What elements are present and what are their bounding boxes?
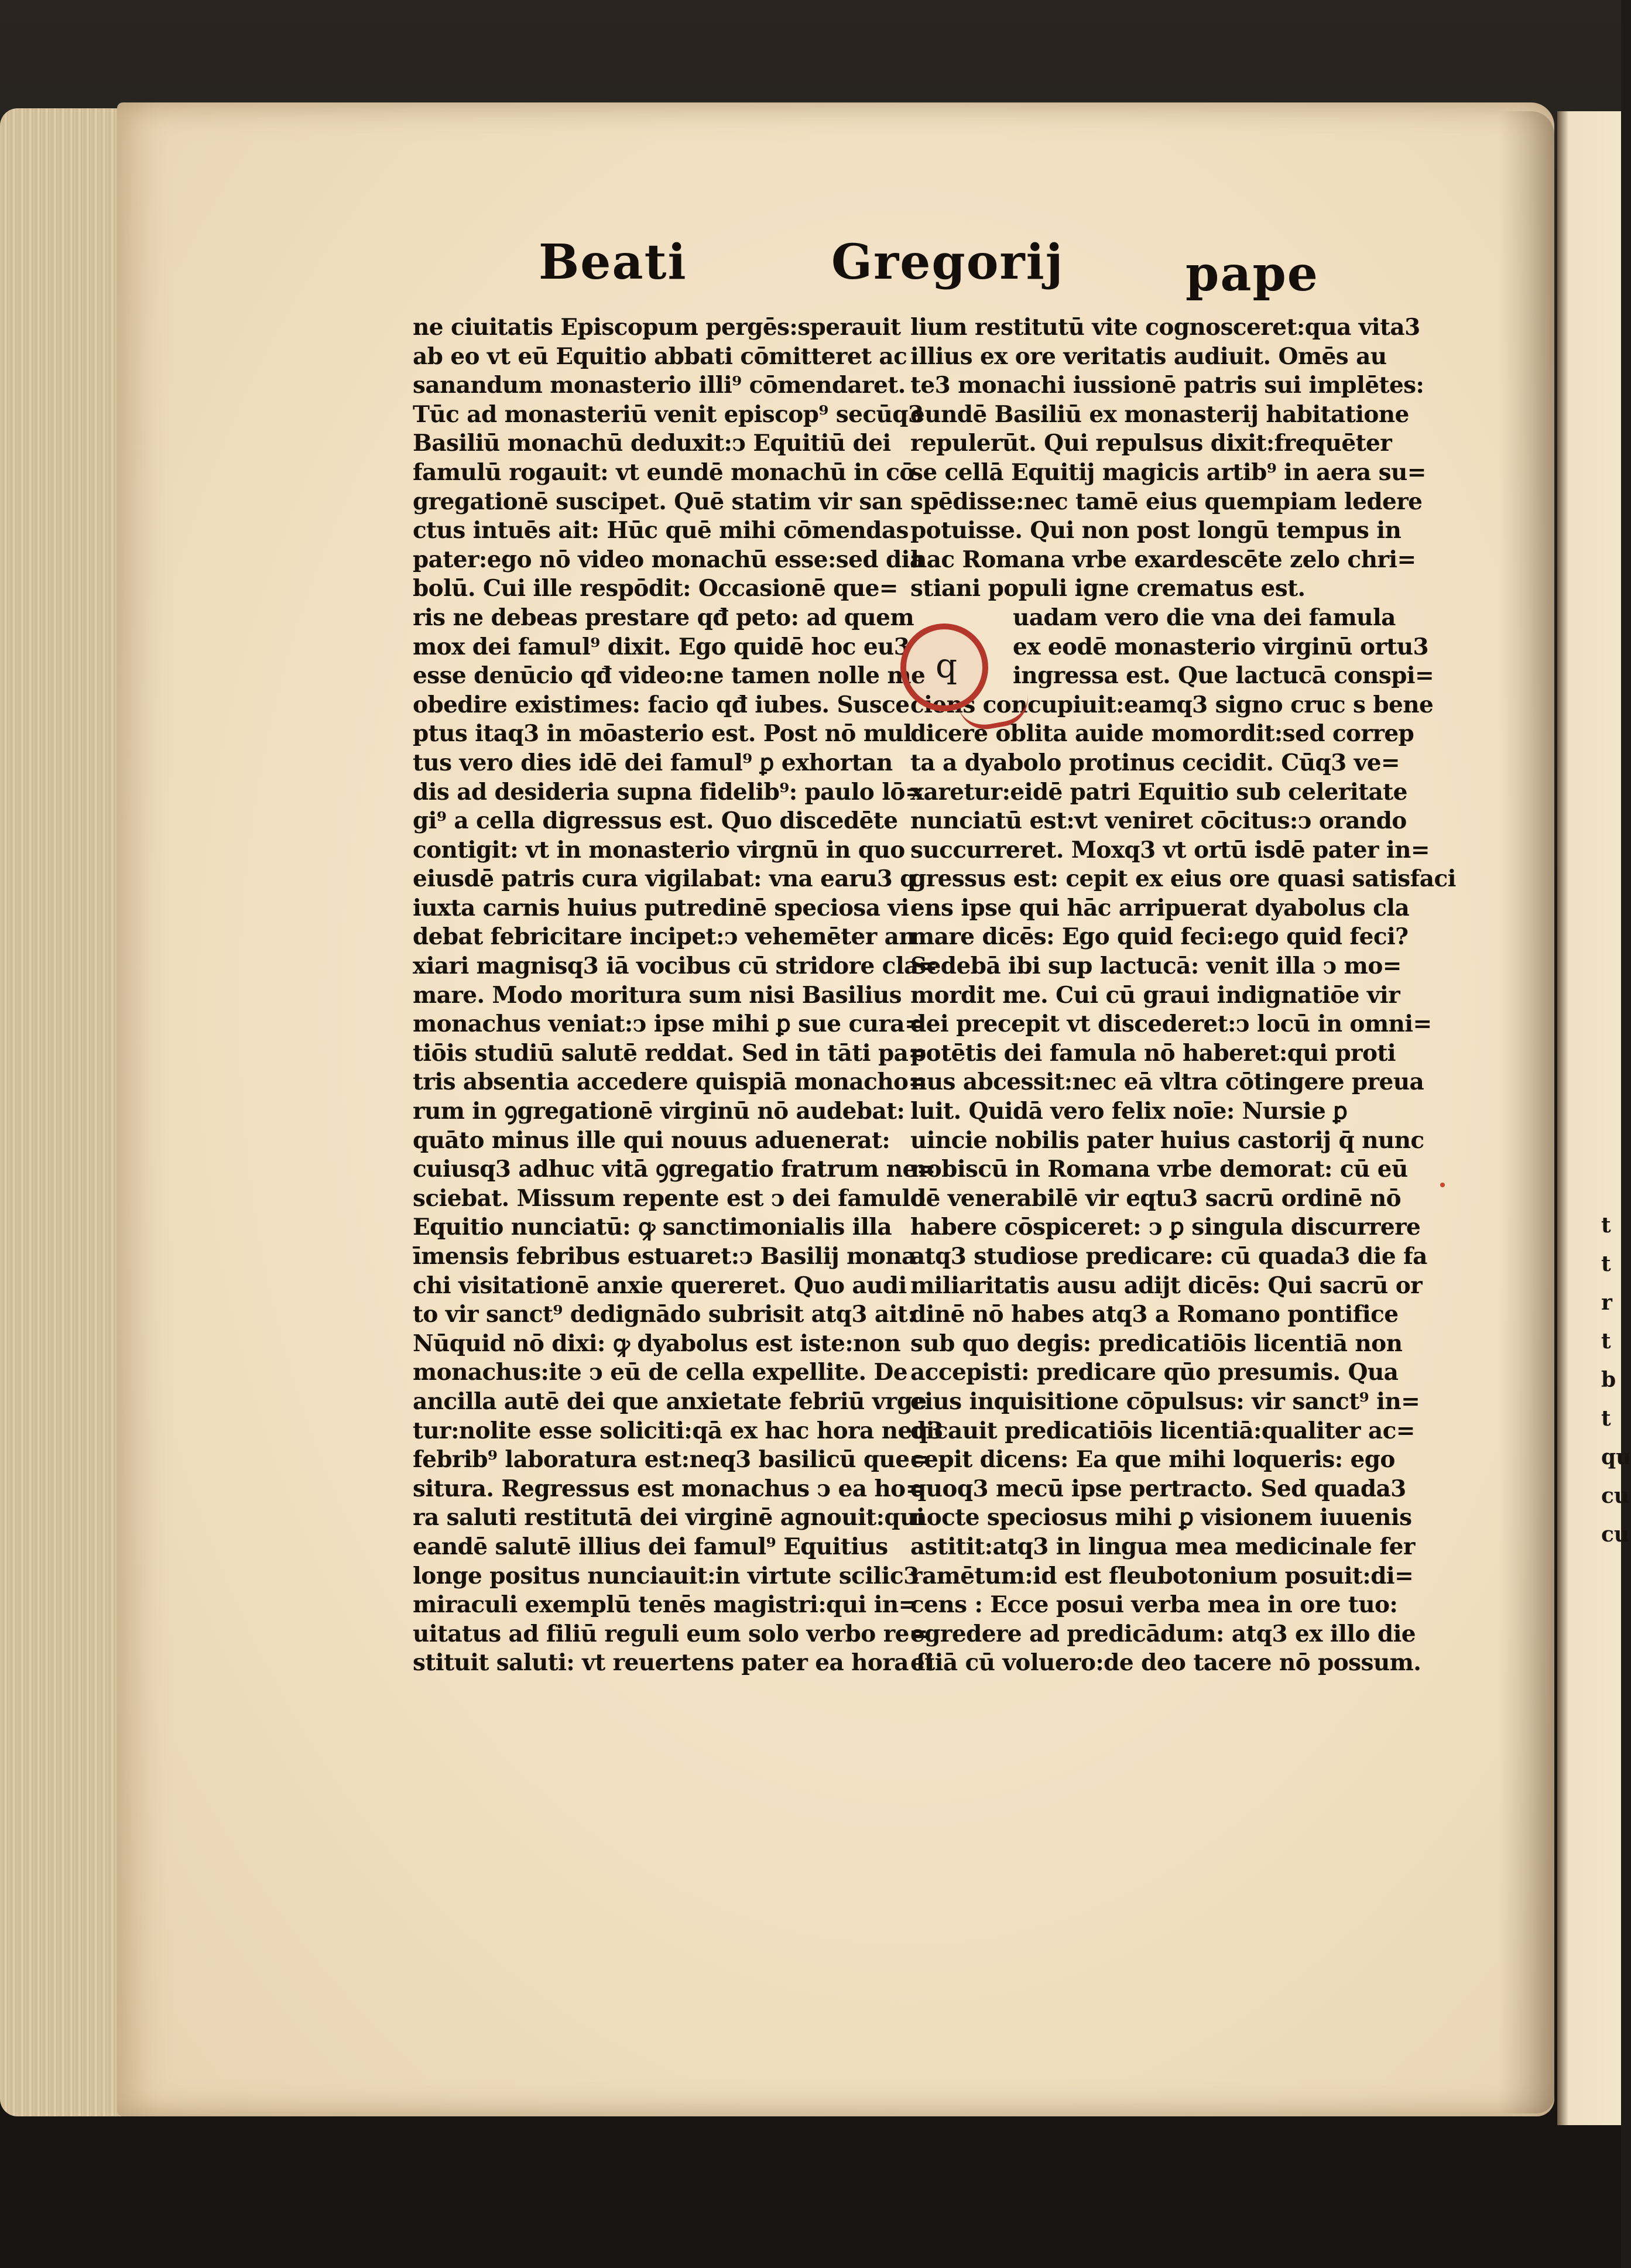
text-line: spēdisse:nec tamē eius quempiam ledere (910, 488, 1423, 515)
text-line: ingressa est. Que lactucā conspi= (1013, 662, 1434, 690)
text-line: tiōis studiū salutē reddat. Sed in tāti pa= (413, 1039, 927, 1067)
text-line: se cellā Equitij magicis artib⁹ in aera su= (910, 458, 1426, 486)
text-line: sub quo degis: predicatiōis licentiā non (910, 1330, 1403, 1357)
text-line: Equitio nunciatū: ꝙ sanctimonialis illa (413, 1214, 892, 1241)
text-line: obedire existimes: facio qđ iubes. Susce (413, 691, 910, 718)
text-line: accepisti: predicare qūo presumis. Qua (910, 1359, 1399, 1386)
text-line: ris ne debeas prestare qđ peto: ad quem (413, 604, 914, 631)
text-line: sanandum monasterio illi⁹ cōmendaret. (413, 372, 906, 399)
text-line: ancilla autē dei que anxietate febriū vrge (413, 1387, 927, 1415)
text-line: iuxta carnis huius putredinē speciosa vi (413, 894, 909, 921)
text-line: potuisse. Qui non post longū tempus in (910, 517, 1402, 544)
rubricated-initial-q (900, 623, 988, 711)
text-line: succurreret. Moxq3 vt ortū isdē pater in= (910, 836, 1430, 864)
text-line: lium restitutū vite cognosceret:qua vita3 (910, 314, 1420, 341)
facing-page-fragment: cu (1601, 1484, 1630, 1508)
text-line: stiani populi igne crematus est. (910, 575, 1306, 602)
text-line: dinē nō habes atq3 a Romano pontifice (910, 1301, 1399, 1328)
text-line: cens : Ecce posui verba mea in ore tuo: (910, 1591, 1398, 1619)
text-line: debat febricitare incipet:ↄ vehemēter an (413, 923, 916, 951)
text-line: ramētum:id est fleubotonium posuit:di= (910, 1562, 1414, 1589)
text-line: nunciatū est:vt veniret cōcitus:ↄ orando (910, 807, 1407, 835)
text-line: Basiliū monachū deduxit:ↄ Equitiū dei (413, 430, 891, 457)
text-line: etiā cū voluero:de deo tacere nō possum. (910, 1649, 1421, 1677)
text-line: ra saluti restitutā dei virginē agnouit:qui (413, 1504, 925, 1532)
text-line: atq3 studiose predicare: cū quada3 die fa (910, 1243, 1427, 1270)
text-line: stituit saluti: vt reuertens pater ea hora ſi (413, 1649, 934, 1677)
running-head-left: Beati (539, 234, 687, 290)
gutter-shadow (1499, 111, 1554, 2113)
text-line: ciens concupiuit:eamq3 signo cruc s bene (910, 691, 1434, 718)
text-line: gregationē suscipet. Quē statim vir san (413, 488, 903, 515)
facing-page-text-fragments (1601, 1206, 1631, 1554)
text-line: uadam vero die vna dei famula (1013, 604, 1396, 631)
facing-page-fragment: t (1601, 1406, 1611, 1431)
text-line: ab eo vt eū Equitio abbati cōmitteret ac (413, 342, 907, 370)
text-line: Sedebā ibi sup lactucā: venit illa ↄ mo= (910, 953, 1402, 980)
text-line: chi visitationē anxie quereret. Quo audi (413, 1272, 907, 1299)
red-ink-mark (1440, 1183, 1445, 1187)
text-line: gressus est: cepit ex eius ore quasi satisfaci (910, 865, 1456, 893)
facing-page-edge (1557, 111, 1631, 2125)
text-line: Tūc ad monasteriū venit episcop⁹ secūq3 (413, 400, 924, 428)
text-line: monachus:ite ↄ eū de cella expellite. De (413, 1359, 907, 1386)
text-line: tus vero dies idē dei famul⁹ ꝑ exhortan (413, 749, 893, 776)
text-line: longe positus nunciauit:in virtute scilic3 (413, 1562, 919, 1589)
text-line: uincie nobilis pater huius castorij q̄ nunc (910, 1126, 1424, 1154)
text-line: egredere ad predicādum: atq3 ex illo die (910, 1620, 1416, 1647)
text-line: hac Romana vrbe exardescēte zelo chri= (910, 546, 1416, 573)
text-line: ta a dyabolo protinus cecidit. Cūq3 ve= (910, 749, 1400, 776)
text-line: luit. Quidā vero felix noīe: Nursie ꝑ (910, 1098, 1348, 1125)
text-line: mare dicēs: Ego quid feci:ego quid feci? (910, 923, 1409, 951)
text-line: potētis dei famula nō haberet:qui proti (910, 1039, 1396, 1067)
text-line: dis ad desideria supna fidelib⁹: paulo lō= (413, 778, 924, 806)
text-line: contigit: vt in monasterio virgnū in quo (413, 836, 905, 864)
text-line: dicere oblita auide momordit:sed correp (910, 720, 1414, 748)
facing-page-fragment: b (1601, 1368, 1616, 1392)
facing-page-fragment: t (1601, 1329, 1611, 1354)
text-line: nobiscū in Romana vrbe demorat: cū eū (910, 1156, 1408, 1183)
facing-page-fragment: t (1601, 1213, 1611, 1238)
text-line: situra. Regressus est monachus ↄ ea ho= (413, 1475, 924, 1502)
text-line: xaretur:eidē patri Equitio sub celeritate (910, 778, 1407, 806)
text-line: sciebat. Missum repente est ↄ dei famulo (413, 1184, 925, 1212)
text-line: esse denūcio qđ video:ne tamen nolle me (413, 662, 926, 690)
text-line: rum in ꝯgregationē virginū nō audebat: (413, 1098, 905, 1125)
facing-page-fragment: cu (1601, 1522, 1630, 1547)
text-line: ctus intuēs ait: Hūc quē mihi cōmendas (413, 517, 909, 544)
text-line: Nūquid nō dixi: ꝙ dyabolus est iste:non (413, 1330, 901, 1357)
text-line: monachus veniat:ↄ ipse mihi ꝑ sue cura= (413, 1010, 924, 1038)
text-line: astitit:atq3 in lingua mea medicinale fer (910, 1533, 1415, 1560)
running-head (539, 234, 1319, 310)
text-line: dicauit predicatiōis licentiā:qualiter ac= (910, 1417, 1415, 1444)
text-line: cuiusq3 adhuc vitā ꝯgregatio fratrum ne= (413, 1156, 936, 1183)
text-line: habere cōspiceret: ↄ ꝑ singula discurrere (910, 1214, 1421, 1241)
text-line: miliaritatis ausu adijt dicēs: Qui sacrū or (910, 1272, 1423, 1299)
text-line: ens ipse qui hāc arripuerat dyabolus cla (910, 894, 1410, 921)
text-line: febrib⁹ laboratura est:neq3 basilicū que= (413, 1446, 928, 1474)
text-line: mordit me. Cui cū graui indignatiōe vir (910, 981, 1400, 1009)
text-line: repulerūt. Qui repulsus dixit:frequēter (910, 430, 1392, 457)
text-line: mox dei famul⁹ dixit. Ego quidē hoc eu3 (413, 633, 910, 660)
text-line: tris absentia accedere quispiā monacho= (413, 1068, 927, 1096)
text-line: gi⁹ a cella digressus est. Quo discedēte (413, 807, 898, 835)
text-line: cepit dicens: Ea que mihi loqueris: ego (910, 1446, 1395, 1474)
text-line: ne ciuitatis Episcopum pergēs:sperauit (413, 314, 901, 341)
facing-page-fragment: qu (1601, 1445, 1631, 1469)
text-line: xiari magnisq3 iā vocibus cū stridore cla= (413, 953, 937, 980)
text-line: eius inquisitione cōpulsus: vir sanct⁹ in= (910, 1387, 1420, 1415)
text-line: miraculi exemplū tenēs magistri:qui in= (413, 1591, 917, 1619)
text-line: quoq3 mecū ipse pertracto. Sed quada3 (910, 1475, 1406, 1502)
text-line: pater:ego nō video monachū esse:sed dia (413, 546, 924, 573)
text-line: quāto minus ille qui nouus aduenerat: (413, 1126, 890, 1154)
text-line: nus abcessit:nec eā vltra cōtingere preua (910, 1068, 1424, 1096)
text-line: mare. Modo moritura sum nisi Basilius (413, 981, 902, 1009)
text-line: eandē salutē illius dei famul⁹ Equitius (413, 1533, 888, 1560)
running-head-center: Gregorij (831, 234, 1064, 290)
text-line: dei precepit vt discederet:ↄ locū in omni= (910, 1010, 1432, 1038)
text-line: ptus itaq3 in mōasterio est. Post nō mul (413, 720, 912, 748)
guide-letter: q (936, 646, 958, 686)
running-head-right: pape (1185, 246, 1319, 302)
text-line: īmensis febribus estuaret:ↄ Basilij mona (413, 1243, 916, 1270)
text-line: ex eodē monasterio virginū ortu3 (1013, 633, 1429, 660)
text-line: eiusdē patris cura vigilabat: vna earu3 q (413, 865, 916, 893)
text-line: dē venerabilē vir eqtu3 sacrū ordinē nō (910, 1184, 1401, 1212)
facing-page-fragment: t (1601, 1252, 1611, 1276)
facing-page-fragment: r (1601, 1290, 1612, 1315)
text-line: famulū rogauit: vt eundē monachū in cō (413, 458, 914, 486)
text-line: te3 monachi iussionē patris sui implētes: (910, 372, 1424, 399)
text-line: uitatus ad filiū reguli eum solo verbo re= (413, 1620, 928, 1647)
text-column-right (910, 313, 1456, 1678)
text-line: tur:nolite esse soliciti:qā ex hac hora neq3 (413, 1417, 943, 1444)
text-line: eundē Basiliū ex monasterij habitatione (910, 400, 1409, 428)
text-line: illius ex ore veritatis audiuit. Omēs au (910, 342, 1387, 370)
text-column-left (413, 313, 943, 1678)
text-line: to vir sanct⁹ dedignādo subrisit atq3 ait: (413, 1301, 916, 1328)
text-line: nocte speciosus mihi ꝑ visionem iuuenis (910, 1504, 1412, 1532)
text-line: bolū. Cui ille respōdit: Occasionē que= (413, 575, 898, 602)
